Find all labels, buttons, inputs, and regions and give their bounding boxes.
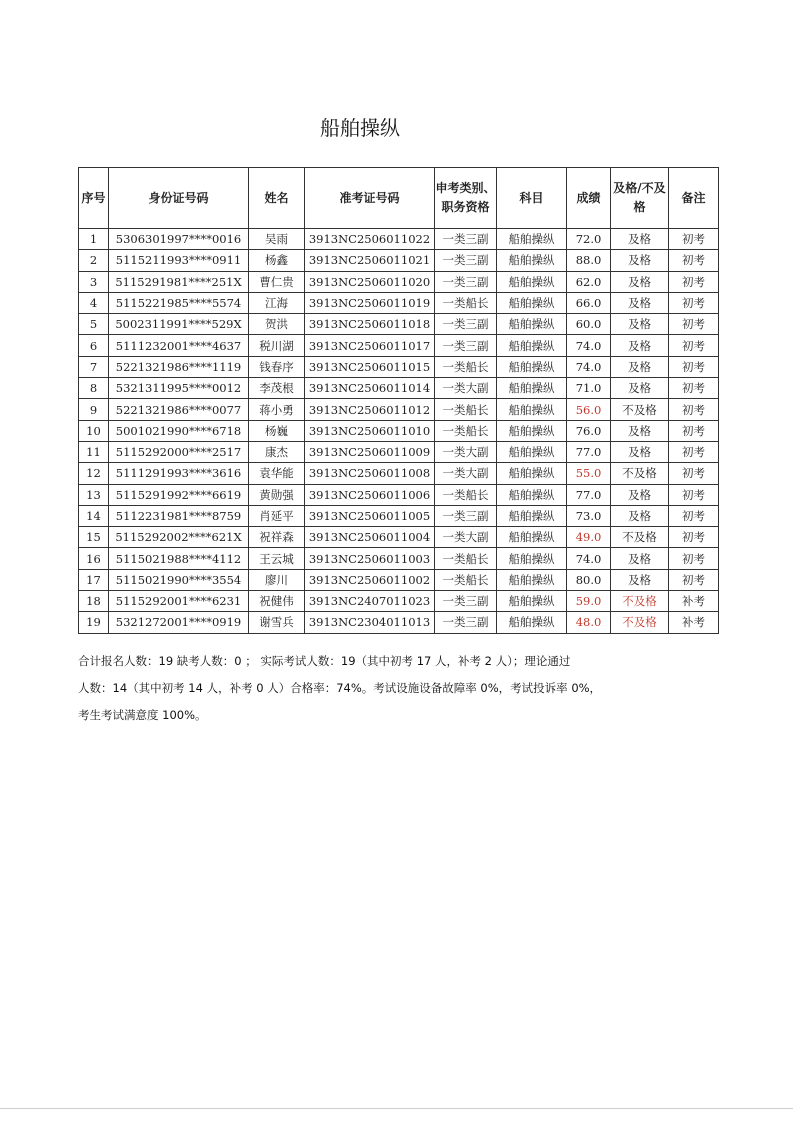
row-id-number: 5115292000****2517 xyxy=(109,441,249,462)
row-name: 黄勋强 xyxy=(249,484,305,505)
table-row xyxy=(79,527,719,548)
table-row xyxy=(79,335,719,356)
row-category: 一类三副 xyxy=(435,314,497,335)
row-category: 一类三副 xyxy=(435,335,497,356)
row-id-number: 5221321986****1119 xyxy=(109,356,249,377)
header-result: 及格/不及格 xyxy=(611,168,669,229)
row-no: 12 xyxy=(79,463,109,484)
row-name: 廖川 xyxy=(249,569,305,590)
row-note: 补考 xyxy=(669,591,719,612)
row-name: 王云城 xyxy=(249,548,305,569)
row-name: 祝祥森 xyxy=(249,527,305,548)
row-score: 59.0 xyxy=(567,591,611,612)
row-name: 肖延平 xyxy=(249,505,305,526)
summary-line: 合计报名人数：19 缺考人数：0 ； 实际考试人数：19（其中初考 17 人，补考 2 人）；理论通过 xyxy=(78,654,571,668)
row-result: 及格 xyxy=(611,356,669,377)
row-name: 李茂根 xyxy=(249,378,305,399)
row-name: 杨鑫 xyxy=(249,250,305,271)
row-category: 一类船长 xyxy=(435,548,497,569)
row-subject: 船舶操纵 xyxy=(497,399,567,420)
row-no: 6 xyxy=(79,335,109,356)
table-row xyxy=(79,505,719,526)
row-no: 3 xyxy=(79,271,109,292)
row-ticket-number: 3913NC2506011012 xyxy=(305,399,435,420)
row-subject: 船舶操纵 xyxy=(497,612,567,633)
row-category: 一类三副 xyxy=(435,250,497,271)
row-score: 74.0 xyxy=(567,548,611,569)
table-row xyxy=(79,314,719,335)
row-category: 一类三副 xyxy=(435,229,497,250)
row-subject: 船舶操纵 xyxy=(497,548,567,569)
row-category: 一类大副 xyxy=(435,527,497,548)
row-note: 初考 xyxy=(669,484,719,505)
row-result: 及格 xyxy=(611,441,669,462)
row-no: 9 xyxy=(79,399,109,420)
row-note: 初考 xyxy=(669,527,719,548)
row-name: 袁华能 xyxy=(249,463,305,484)
summary-line: 人数：14（其中初考 14 人，补考 0 人）合格率：74%。考试设施设备故障率 0%，考试投诉率 0%， xyxy=(78,681,602,695)
row-id-number: 5321272001****0919 xyxy=(109,612,249,633)
row-category: 一类船长 xyxy=(435,292,497,313)
row-name: 祝健伟 xyxy=(249,591,305,612)
table-row xyxy=(79,484,719,505)
row-subject: 船舶操纵 xyxy=(497,229,567,250)
row-name: 贺洪 xyxy=(249,314,305,335)
table-row xyxy=(79,420,719,441)
row-subject: 船舶操纵 xyxy=(497,441,567,462)
row-result: 及格 xyxy=(611,271,669,292)
row-result: 及格 xyxy=(611,250,669,271)
row-note: 初考 xyxy=(669,356,719,377)
row-no: 13 xyxy=(79,484,109,505)
summary-text xyxy=(78,648,728,729)
table-row xyxy=(79,612,719,633)
row-name: 康杰 xyxy=(249,441,305,462)
table-row xyxy=(79,356,719,377)
row-ticket-number: 3913NC2407011023 xyxy=(305,591,435,612)
row-subject: 船舶操纵 xyxy=(497,271,567,292)
table-row xyxy=(79,250,719,271)
row-id-number: 5115292001****6231 xyxy=(109,591,249,612)
row-id-number: 5001021990****6718 xyxy=(109,420,249,441)
row-score: 73.0 xyxy=(567,505,611,526)
row-note: 初考 xyxy=(669,441,719,462)
row-ticket-number: 3913NC2506011010 xyxy=(305,420,435,441)
row-result: 及格 xyxy=(611,548,669,569)
row-name: 钱春序 xyxy=(249,356,305,377)
row-score: 74.0 xyxy=(567,335,611,356)
row-subject: 船舶操纵 xyxy=(497,420,567,441)
row-score: 80.0 xyxy=(567,569,611,590)
row-id-number: 5115221985****5574 xyxy=(109,292,249,313)
row-note: 初考 xyxy=(669,569,719,590)
row-score: 48.0 xyxy=(567,612,611,633)
row-category: 一类船长 xyxy=(435,569,497,590)
header-ticket: 准考证号码 xyxy=(305,168,435,229)
row-ticket-number: 3913NC2506011019 xyxy=(305,292,435,313)
row-score: 60.0 xyxy=(567,314,611,335)
row-id-number: 5221321986****0077 xyxy=(109,399,249,420)
row-no: 18 xyxy=(79,591,109,612)
row-note: 初考 xyxy=(669,399,719,420)
header-name: 姓名 xyxy=(249,168,305,229)
table-header-row xyxy=(79,168,719,229)
row-result: 及格 xyxy=(611,314,669,335)
row-score: 49.0 xyxy=(567,527,611,548)
row-id-number: 5115211993****0911 xyxy=(109,250,249,271)
row-no: 11 xyxy=(79,441,109,462)
row-ticket-number: 3913NC2506011006 xyxy=(305,484,435,505)
row-no: 5 xyxy=(79,314,109,335)
row-ticket-number: 3913NC2506011004 xyxy=(305,527,435,548)
table-row xyxy=(79,229,719,250)
row-name: 吴雨 xyxy=(249,229,305,250)
row-name: 谢雪兵 xyxy=(249,612,305,633)
table-row xyxy=(79,271,719,292)
row-subject: 船舶操纵 xyxy=(497,463,567,484)
row-score: 66.0 xyxy=(567,292,611,313)
row-subject: 船舶操纵 xyxy=(497,250,567,271)
row-ticket-number: 3913NC2506011015 xyxy=(305,356,435,377)
table-row xyxy=(79,463,719,484)
row-note: 初考 xyxy=(669,250,719,271)
row-note: 初考 xyxy=(669,314,719,335)
row-no: 17 xyxy=(79,569,109,590)
row-ticket-number: 3913NC2506011017 xyxy=(305,335,435,356)
row-result: 不及格 xyxy=(611,463,669,484)
row-score: 62.0 xyxy=(567,271,611,292)
row-result: 及格 xyxy=(611,505,669,526)
row-result: 及格 xyxy=(611,484,669,505)
row-category: 一类船长 xyxy=(435,484,497,505)
row-category: 一类三副 xyxy=(435,505,497,526)
row-subject: 船舶操纵 xyxy=(497,484,567,505)
row-ticket-number: 3913NC2506011009 xyxy=(305,441,435,462)
row-no: 4 xyxy=(79,292,109,313)
row-no: 8 xyxy=(79,378,109,399)
row-subject: 船舶操纵 xyxy=(497,591,567,612)
row-id-number: 5111232001****4637 xyxy=(109,335,249,356)
row-category: 一类大副 xyxy=(435,463,497,484)
table-row xyxy=(79,569,719,590)
row-ticket-number: 3913NC2506011018 xyxy=(305,314,435,335)
row-note: 初考 xyxy=(669,271,719,292)
row-id-number: 5112231981****8759 xyxy=(109,505,249,526)
row-subject: 船舶操纵 xyxy=(497,505,567,526)
row-ticket-number: 3913NC2506011003 xyxy=(305,548,435,569)
table-row xyxy=(79,441,719,462)
row-id-number: 5115291981****251X xyxy=(109,271,249,292)
row-subject: 船舶操纵 xyxy=(497,335,567,356)
row-id-number: 5115021990****3554 xyxy=(109,569,249,590)
row-result: 及格 xyxy=(611,229,669,250)
row-ticket-number: 3913NC2506011014 xyxy=(305,378,435,399)
row-result: 及格 xyxy=(611,378,669,399)
row-no: 19 xyxy=(79,612,109,633)
row-category: 一类大副 xyxy=(435,441,497,462)
row-note: 初考 xyxy=(669,335,719,356)
row-ticket-number: 3913NC2506011022 xyxy=(305,229,435,250)
bottom-rule xyxy=(0,1108,793,1109)
header-subject: 科目 xyxy=(497,168,567,229)
row-id-number: 5115292002****621X xyxy=(109,527,249,548)
row-ticket-number: 3913NC2506011008 xyxy=(305,463,435,484)
row-no: 15 xyxy=(79,527,109,548)
header-id: 身份证号码 xyxy=(109,168,249,229)
row-result: 不及格 xyxy=(611,612,669,633)
row-name: 蒋小勇 xyxy=(249,399,305,420)
row-ticket-number: 3913NC2506011021 xyxy=(305,250,435,271)
table-row xyxy=(79,292,719,313)
row-subject: 船舶操纵 xyxy=(497,356,567,377)
row-subject: 船舶操纵 xyxy=(497,292,567,313)
row-category: 一类大副 xyxy=(435,378,497,399)
row-category: 一类三副 xyxy=(435,612,497,633)
row-ticket-number: 3913NC2304011013 xyxy=(305,612,435,633)
row-category: 一类船长 xyxy=(435,420,497,441)
row-category: 一类船长 xyxy=(435,356,497,377)
header-no: 序号 xyxy=(79,168,109,229)
row-name: 杨巍 xyxy=(249,420,305,441)
row-no: 16 xyxy=(79,548,109,569)
row-result: 不及格 xyxy=(611,527,669,548)
row-result: 不及格 xyxy=(611,591,669,612)
row-note: 初考 xyxy=(669,548,719,569)
row-note: 初考 xyxy=(669,229,719,250)
header-category: 申考类别、职务资格 xyxy=(435,168,497,229)
row-ticket-number: 3913NC2506011020 xyxy=(305,271,435,292)
row-score: 77.0 xyxy=(567,441,611,462)
row-score: 55.0 xyxy=(567,463,611,484)
row-id-number: 5111291993****3616 xyxy=(109,463,249,484)
row-ticket-number: 3913NC2506011005 xyxy=(305,505,435,526)
row-result: 及格 xyxy=(611,292,669,313)
results-table xyxy=(78,167,719,634)
row-no: 10 xyxy=(79,420,109,441)
row-result: 及格 xyxy=(611,569,669,590)
row-result: 及格 xyxy=(611,335,669,356)
row-subject: 船舶操纵 xyxy=(497,527,567,548)
row-score: 77.0 xyxy=(567,484,611,505)
row-category: 一类三副 xyxy=(435,271,497,292)
row-no: 2 xyxy=(79,250,109,271)
row-score: 74.0 xyxy=(567,356,611,377)
row-name: 税川湖 xyxy=(249,335,305,356)
row-id-number: 5115021988****4112 xyxy=(109,548,249,569)
row-score: 56.0 xyxy=(567,399,611,420)
header-score: 成绩 xyxy=(567,168,611,229)
row-no: 1 xyxy=(79,229,109,250)
table-row xyxy=(79,399,719,420)
row-id-number: 5321311995****0012 xyxy=(109,378,249,399)
table-row xyxy=(79,378,719,399)
row-no: 14 xyxy=(79,505,109,526)
row-note: 初考 xyxy=(669,420,719,441)
row-name: 曹仁贵 xyxy=(249,271,305,292)
row-category: 一类三副 xyxy=(435,591,497,612)
page-title: 船舶操纵 xyxy=(320,116,400,140)
row-note: 补考 xyxy=(669,612,719,633)
row-subject: 船舶操纵 xyxy=(497,569,567,590)
row-note: 初考 xyxy=(669,378,719,399)
row-result: 及格 xyxy=(611,420,669,441)
row-name: 江海 xyxy=(249,292,305,313)
row-score: 88.0 xyxy=(567,250,611,271)
row-id-number: 5115291992****6619 xyxy=(109,484,249,505)
row-score: 76.0 xyxy=(567,420,611,441)
row-note: 初考 xyxy=(669,292,719,313)
row-subject: 船舶操纵 xyxy=(497,314,567,335)
table-row xyxy=(79,591,719,612)
row-id-number: 5002311991****529X xyxy=(109,314,249,335)
row-result: 不及格 xyxy=(611,399,669,420)
header-note: 备注 xyxy=(669,168,719,229)
summary-line: 考生考试满意度 100%。 xyxy=(78,708,207,722)
row-ticket-number: 3913NC2506011002 xyxy=(305,569,435,590)
table-row xyxy=(79,548,719,569)
row-no: 7 xyxy=(79,356,109,377)
row-score: 72.0 xyxy=(567,229,611,250)
row-subject: 船舶操纵 xyxy=(497,378,567,399)
row-note: 初考 xyxy=(669,505,719,526)
row-score: 71.0 xyxy=(567,378,611,399)
row-id-number: 5306301997****0016 xyxy=(109,229,249,250)
row-note: 初考 xyxy=(669,463,719,484)
row-category: 一类船长 xyxy=(435,399,497,420)
